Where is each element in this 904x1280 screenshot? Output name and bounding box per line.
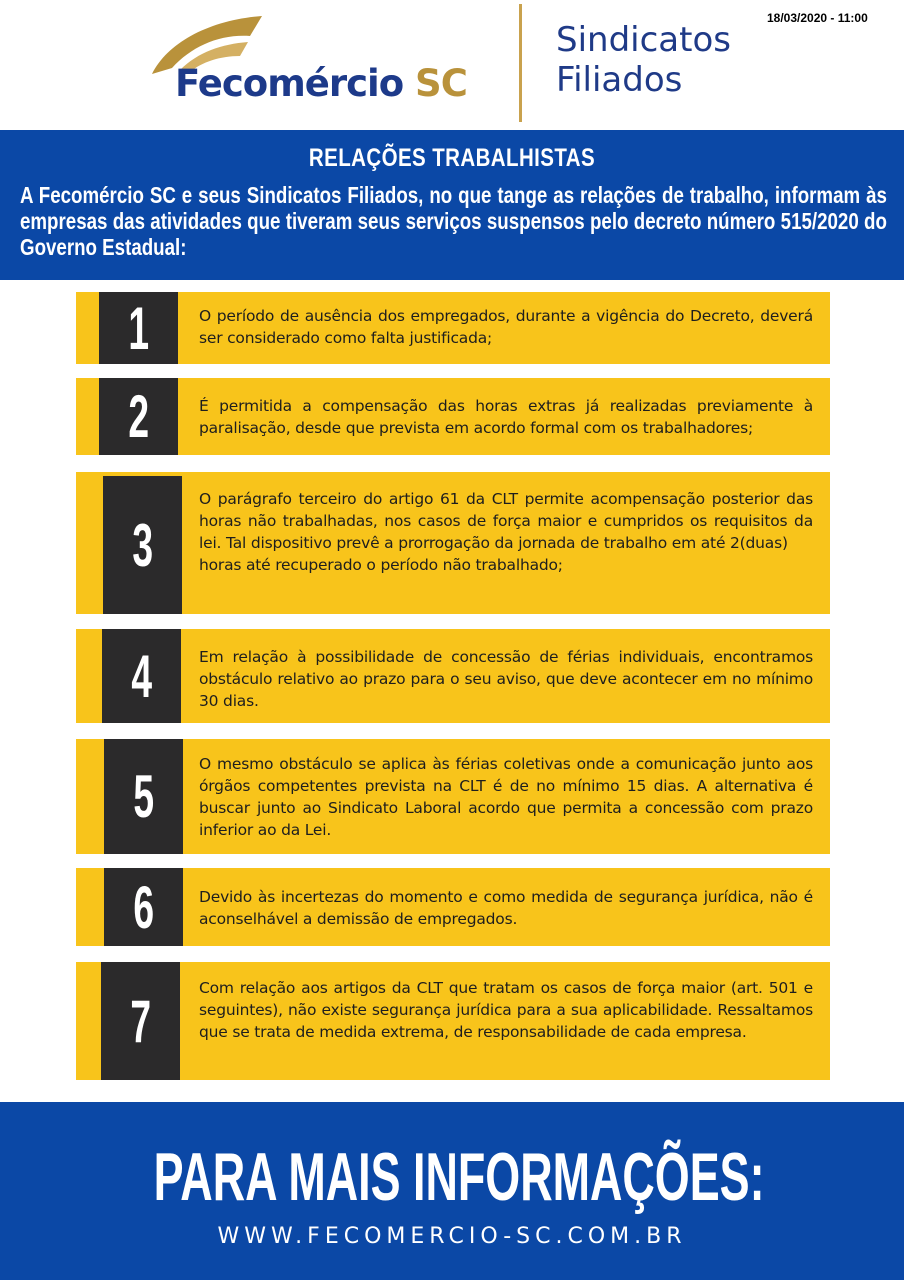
list-item	[76, 962, 830, 1080]
item-number-box: 3	[103, 476, 182, 614]
sindicatos-filiados-logo: Sindicatos Filiados	[556, 20, 731, 100]
footer	[0, 1102, 904, 1280]
list-item	[76, 292, 830, 364]
intro-band	[0, 130, 904, 280]
list-item	[76, 629, 830, 723]
list-item	[76, 472, 830, 614]
item-text: O período de ausência dos empregados, durante a vigência do Decreto, deverá ser considerado como falta justificada;	[199, 307, 813, 347]
website-link[interactable]: WWW.FECOMERCIO-SC.COM.BR	[217, 1224, 687, 1249]
datestamp: 18/03/2020 - 11:00	[767, 11, 868, 25]
header-divider	[519, 4, 522, 122]
intro-title: RELAÇÕES TRABALHISTAS	[308, 144, 596, 172]
item-number-box: 6	[104, 868, 183, 946]
item-text: O mesmo obstáculo se aplica às férias coletivas onde a comunicação junto aos órgãos competentes prevista na CLT é de no mínimo 15 dias. A alternativa é buscar junto ao Sindicato Laboral acordo que permita a concessão com prazo inferior ao da Lei.	[199, 755, 813, 839]
item-number-box: 2	[99, 378, 178, 455]
item-text: É permitida a compensação das horas extras já realizadas previamente à paralisação, desde que prevista em acordo formal com os trabalhadores;	[199, 397, 813, 437]
fecomercio-logo: Fecomércio SC	[175, 62, 467, 105]
item-text: Em relação à possibilidade de concessão de férias individuais, encontramos obstáculo relativo ao prazo para o seu aviso, que deve acontecer em no mínimo 30 dias.	[199, 648, 813, 710]
item-text: Com relação aos artigos da CLT que tratam os casos de força maior (art. 501 e seguintes), não existe segurança jurídica para a sua aplicabilidade. Ressaltamos que se trata de medida extrema, de responsabilidade de cada empresa.	[199, 979, 813, 1041]
item-text: Devido às incertezas do momento e como medida de segurança jurídica, não é aconselhável a demissão de empregados.	[199, 888, 813, 928]
footer-title: PARA MAIS INFORMAÇÕES:	[153, 1139, 765, 1215]
intro-text: A Fecomércio SC e seus Sindicatos Filiados, no que tange as relações de trabalho, informam às empresas das atividades que tiveram seus serviços suspensos pelo decreto número 515/2020 do Governo Estadual:	[20, 182, 887, 260]
header	[0, 0, 904, 130]
list-item	[76, 868, 830, 946]
item-text: O parágrafo terceiro do artigo 61 da CLT permite acompensação posterior das horas não trabalhadas, nos casos de força maior e cumpridos os requisitos da lei. Tal dispositivo prevê a prorrogação da jornada de trabalho em até 2(duas) horas até recuperado o período não trabalhado;	[199, 490, 813, 574]
item-number-box: 7	[101, 962, 180, 1080]
item-number-box: 1	[99, 292, 178, 364]
list-item	[76, 739, 830, 854]
item-number-box: 4	[102, 629, 181, 723]
item-number-box: 5	[104, 739, 183, 854]
list-item	[76, 378, 830, 455]
